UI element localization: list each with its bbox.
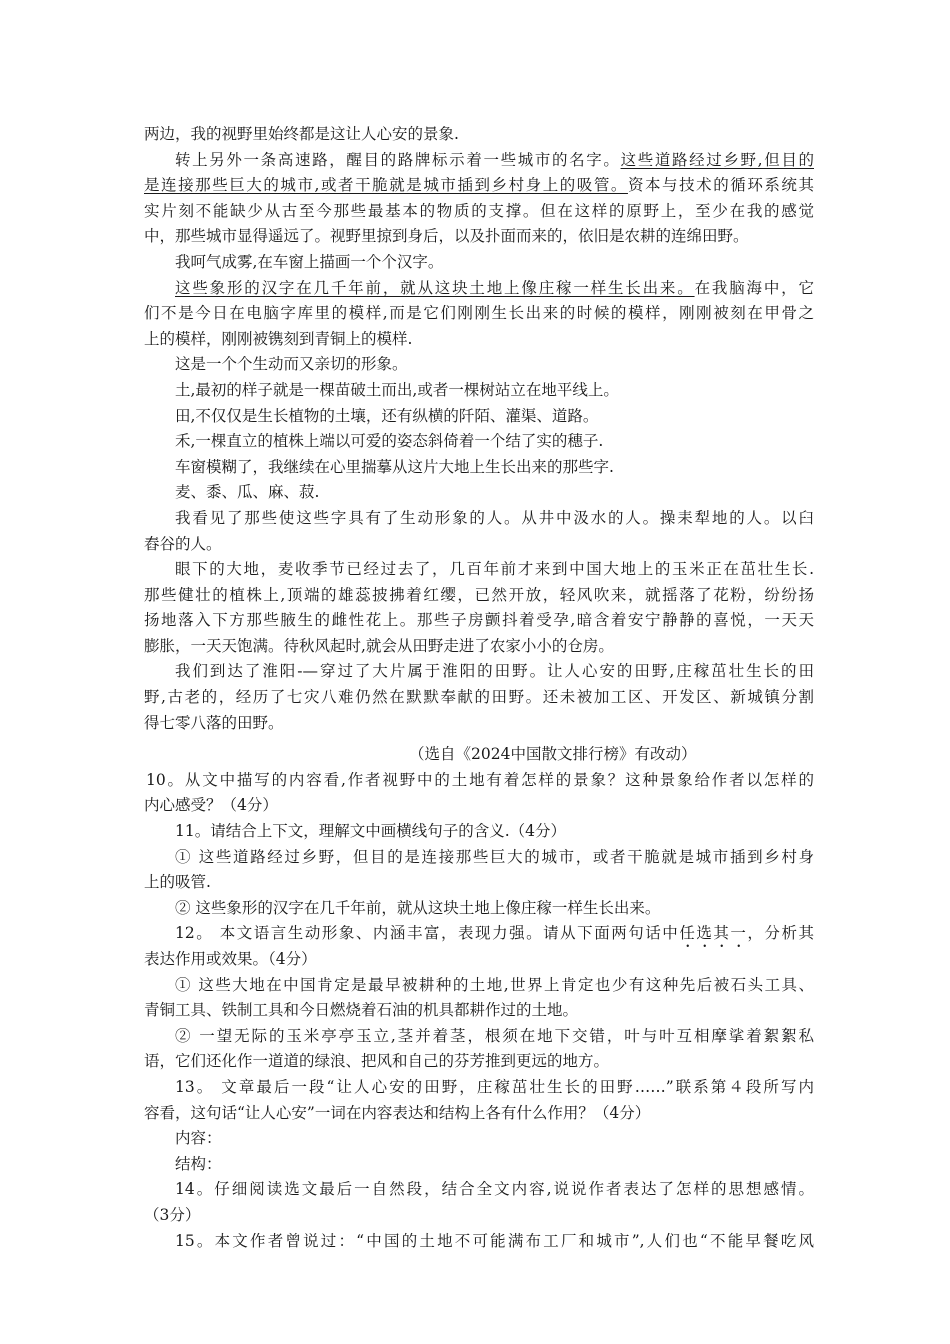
underlined-sentence: 是连接那些巨大的城市,或者干脆就是城市插到乡村身上的吸管。 [144, 176, 628, 195]
source-citation: （选自《2024中国散文排行榜》有改动） [409, 745, 697, 764]
paragraph-line: 眼下的大地，麦收季节已经过去了，几百年前才来到中国大地上的玉米正在茁壮生长. [175, 560, 814, 579]
question-11-item-2: ② 这些象形的汉字在几千年前，就从这块土地上像庄稼一样生长出来。 [175, 898, 661, 917]
paragraph-line: 是连接那些巨大的城市,或者干脆就是城市插到乡村身上的吸管。资本与技术的循环系统其 [144, 176, 814, 195]
question-14: 14。仔细阅读选文最后一自然段，结合全文内容,说说作者表达了怎样的思想感情。 [175, 1180, 814, 1199]
paragraph-line: 我呵气成雾,在车窗上描画一个个汉字。 [175, 252, 444, 271]
paragraph-line: 我看见了那些使这些字具有了生动形象的人。从井中汲水的人。操耒犁地的人。以臼 [175, 508, 814, 527]
question-12-cont: 表达作用或效果。（4分） [144, 950, 317, 968]
paragraph-line: 野,古老的，经历了七灾八难仍然在默默奉献的田野。还未被加工区、开发区、新城镇分割 [144, 688, 814, 707]
paragraph-line: 麦、黍、瓜、麻、菽. [175, 483, 320, 502]
question-13-cont: 容看，这句话“让人心安”一词在内容表达和结构上各有什么作用？（4分） [144, 1103, 651, 1122]
question-14-cont: （3分） [144, 1205, 201, 1224]
paragraph-line: 实片刻不能缺少从古至今那些最基本的物质的支撑。但在这样的原野上，至少在我的感觉 [144, 201, 814, 220]
paragraph-line: 这是一个个生动而又亲切的形象。 [175, 355, 408, 374]
paragraph-line: 这些象形的汉字在几千年前，就从这块土地上像庄稼一样生长出来。在我脑海中，它 [175, 278, 814, 297]
answer-label-content: 内容： [175, 1129, 222, 1148]
paragraph-line: 车窗模糊了，我继续在心里揣摹从这片大地上生长出来的那些字. [175, 457, 614, 476]
question-10-cont: 内心感受？（4分） [144, 796, 278, 815]
question-12-item-2-cont: 语，它们还化作一道道的绿浪、把风和自己的芬芳推到更远的地方。 [144, 1052, 610, 1071]
paragraph-line: 中，那些城市显得遥远了。视野里掠到身后，以及扑面而来的，依旧是农耕的连绵田野。 [144, 227, 749, 246]
underlined-sentence: 这些象形的汉字在几千年前，就从这块土地上像庄稼一样生长出来。 [175, 278, 695, 297]
question-15: 15。本文作者曾说过：“中国的土地不可能满布工厂和城市”,人们也“不能早餐吃风 [175, 1231, 814, 1250]
paragraph-line: 得七零八落的田野。 [144, 713, 284, 732]
underlined-sentence: 这些道路经过乡野,但目的 [620, 150, 814, 169]
document-page [144, 122, 814, 1254]
question-12-item-2: ② 一望无际的玉米亭亭玉立,茎并着茎，根须在地下交错，叶与叶互相摩挲着絮絮私 [175, 1026, 814, 1045]
paragraph-line: 土,最初的样子就是一棵苗破土而出,或者一棵树站立在地平线上。 [175, 380, 619, 399]
paragraph-line: 那些健壮的植株上,顶端的雄蕊披拂着红缨，已然开放，轻风吹来，就摇落了花粉，纷纷扬 [144, 585, 814, 604]
answer-label-structure: 结构： [175, 1154, 222, 1173]
paragraph-line: 我们到达了淮阳-—穿过了大片属于淮阳的田野。让人心安的田野,庄稼茁壮生长的田 [175, 662, 814, 681]
question-11-item-1: ① 这些道路经过乡野，但目的是连接那些巨大的城市，或者干脆就是城市插到乡村身 [175, 847, 814, 866]
question-11-item-1-cont: 上的吸管. [144, 873, 211, 892]
paragraph-line: 扬地落入下方那些腋生的雌性花上。那些子房颤抖着受孕,暗含着安宁静静的喜悦，一天天 [144, 611, 814, 630]
question-11: 11。请结合上下文，理解文中画横线句子的含义.（4分） [175, 822, 567, 841]
question-13: 13。 文章最后一段“让人心安的田野，庄稼茁壮生长的田野……”联系第４段所写内 [175, 1077, 814, 1096]
paragraph-line: 禾,一棵直立的植株上端以可爱的姿态斜倚着一个结了实的穗子. [175, 432, 604, 451]
emphasized-text: 任选其一 [679, 924, 748, 943]
paragraph-line: 膨胀，一天天饱满。待秋风起时,就会从田野走进了农家小小的仓房。 [144, 636, 614, 655]
paragraph-line: 们不是今日在电脑字库里的模样,而是它们刚刚生长出来的时候的模样，刚刚被刻在甲骨之 [144, 304, 814, 323]
paragraph-line: 转上另外一条高速路，醒目的路牌标示着一些城市的名字。这些道路经过乡野,但目的 [175, 150, 814, 169]
paragraph-line: 两边，我的视野里始终都是这让人心安的景象. [144, 125, 459, 143]
question-10: 10。从文中描写的内容看,作者视野中的土地有着怎样的景象？这种景象给作者以怎样的 [146, 770, 814, 789]
paragraph-line: 上的模样，刚刚被镌刻到青铜上的模样. [144, 329, 413, 348]
paragraph-line: 舂谷的人。 [144, 534, 222, 553]
question-12: 12。 本文语言生动形象、内涵丰富，表现力强。请从下面两句话中任选其一，分析其 [175, 924, 814, 943]
paragraph-line: 田,不仅仅是生长植物的土壤，还有纵横的阡陌、灌渠、道路。 [175, 406, 599, 425]
question-12-item-1: ① 这些大地在中国肯定是最早被耕种的土地,世界上肯定也少有这种先后被石头工具、 [175, 975, 814, 994]
question-12-item-1-cont: 青铜工具、铁制工具和今日燃烧着石油的机具都耕作过的土地。 [144, 1001, 579, 1020]
